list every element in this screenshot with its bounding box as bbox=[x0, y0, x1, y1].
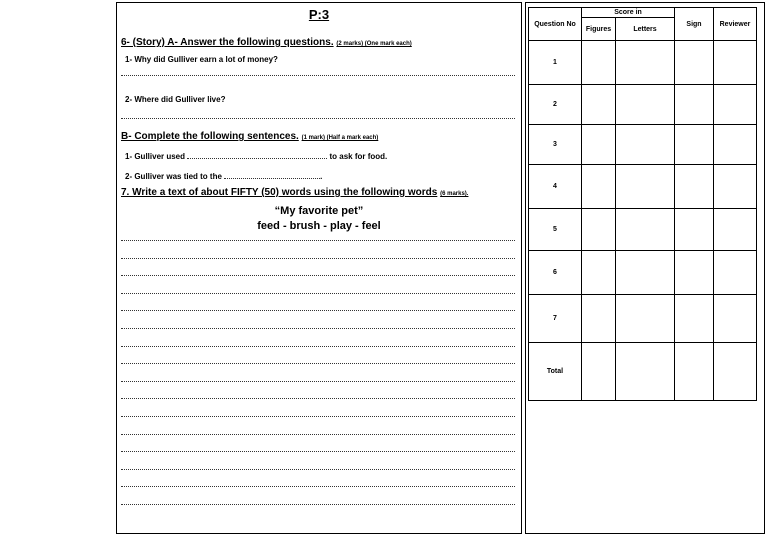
section-6-marks: (2 marks) (One mark each) bbox=[336, 41, 412, 47]
essay-line bbox=[121, 363, 515, 364]
reviewer-cell[interactable] bbox=[714, 41, 757, 85]
essay-line bbox=[121, 434, 515, 435]
essay-line bbox=[121, 416, 515, 417]
header-sign: Sign bbox=[675, 8, 714, 41]
essay-line bbox=[121, 293, 515, 294]
question-number-cell: 1 bbox=[529, 41, 582, 85]
question-6-1: 1- Why did Gulliver earn a lot of money? bbox=[125, 55, 278, 64]
question-b-1: 1- Gulliver used to ask for food. bbox=[125, 152, 388, 161]
essay-line bbox=[121, 486, 515, 487]
header-score-in: Score in bbox=[582, 8, 675, 18]
essay-line bbox=[121, 381, 515, 382]
figures-cell[interactable] bbox=[582, 209, 616, 251]
reviewer-cell[interactable] bbox=[714, 251, 757, 295]
reviewer-cell[interactable] bbox=[714, 165, 757, 209]
question-number-cell: 6 bbox=[529, 251, 582, 295]
section-6-heading: 6- (Story) A- Answer the following questions. (2 marks) (One mark each) bbox=[121, 37, 412, 48]
sign-cell[interactable] bbox=[675, 209, 714, 251]
essay-line bbox=[121, 275, 515, 276]
essay-words: feed - brush - play - feel bbox=[257, 220, 381, 232]
score-row bbox=[529, 209, 757, 251]
score-table bbox=[528, 7, 757, 401]
letters-cell[interactable] bbox=[616, 295, 675, 343]
figures-cell[interactable] bbox=[582, 41, 616, 85]
score-row bbox=[529, 85, 757, 125]
score-row bbox=[529, 343, 757, 401]
score-row bbox=[529, 41, 757, 85]
letters-cell[interactable] bbox=[616, 85, 675, 125]
essay-line bbox=[121, 451, 515, 452]
essay-line bbox=[121, 258, 515, 259]
sign-cell[interactable] bbox=[675, 41, 714, 85]
question-number-cell: 4 bbox=[529, 165, 582, 209]
header-letters: Letters bbox=[616, 18, 675, 41]
letters-cell[interactable] bbox=[616, 343, 675, 401]
reviewer-cell[interactable] bbox=[714, 85, 757, 125]
essay-line bbox=[121, 310, 515, 311]
figures-cell[interactable] bbox=[582, 343, 616, 401]
essay-line bbox=[121, 346, 515, 347]
exam-page bbox=[116, 2, 522, 534]
letters-cell[interactable] bbox=[616, 165, 675, 209]
score-row bbox=[529, 251, 757, 295]
essay-line bbox=[121, 398, 515, 399]
sign-cell[interactable] bbox=[675, 343, 714, 401]
header-reviewer: Reviewer bbox=[714, 8, 757, 41]
question-b-2: 2- Gulliver was tied to the . bbox=[125, 172, 323, 181]
answer-line bbox=[121, 118, 515, 119]
question-number-cell: 2 bbox=[529, 85, 582, 125]
reviewer-cell[interactable] bbox=[714, 125, 757, 165]
sign-cell[interactable] bbox=[675, 251, 714, 295]
sign-cell[interactable] bbox=[675, 125, 714, 165]
section-b-marks: (1 mark) (Half a mark each) bbox=[301, 135, 379, 141]
essay-line bbox=[121, 504, 515, 505]
header-question-no: Question No bbox=[529, 8, 582, 41]
essay-line bbox=[121, 469, 515, 470]
figures-cell[interactable] bbox=[582, 125, 616, 165]
question-number-cell: 5 bbox=[529, 209, 582, 251]
sign-cell[interactable] bbox=[675, 165, 714, 209]
reviewer-cell[interactable] bbox=[714, 295, 757, 343]
figures-cell[interactable] bbox=[582, 295, 616, 343]
score-row bbox=[529, 165, 757, 209]
letters-cell[interactable] bbox=[616, 251, 675, 295]
question-number-cell: 7 bbox=[529, 295, 582, 343]
figures-cell[interactable] bbox=[582, 251, 616, 295]
figures-cell[interactable] bbox=[582, 85, 616, 125]
sign-cell[interactable] bbox=[675, 295, 714, 343]
reviewer-cell[interactable] bbox=[714, 209, 757, 251]
section-7-marks: (6 marks). bbox=[440, 191, 469, 197]
answer-line bbox=[121, 75, 515, 76]
score-row bbox=[529, 125, 757, 165]
essay-topic: “My favorite pet” bbox=[274, 205, 364, 217]
letters-cell[interactable] bbox=[616, 41, 675, 85]
section-7-heading: 7. Write a text of about FIFTY (50) words using the following words (6 marks). bbox=[121, 187, 469, 198]
question-number-cell: 3 bbox=[529, 125, 582, 165]
essay-line bbox=[121, 328, 515, 329]
letters-cell[interactable] bbox=[616, 125, 675, 165]
page-number: P:3 bbox=[308, 7, 330, 22]
score-panel bbox=[525, 2, 765, 534]
fill-blank bbox=[187, 150, 327, 159]
letters-cell[interactable] bbox=[616, 209, 675, 251]
figures-cell[interactable] bbox=[582, 165, 616, 209]
section-b-heading: B- Complete the following sentences. (1 mark) (Half a mark each) bbox=[121, 131, 379, 142]
header-figures: Figures bbox=[582, 18, 616, 41]
question-6-2: 2- Where did Gulliver live? bbox=[125, 95, 226, 104]
score-row bbox=[529, 295, 757, 343]
reviewer-cell[interactable] bbox=[714, 343, 757, 401]
question-number-cell: Total bbox=[529, 343, 582, 401]
essay-line bbox=[121, 240, 515, 241]
fill-blank bbox=[224, 170, 320, 179]
sign-cell[interactable] bbox=[675, 85, 714, 125]
